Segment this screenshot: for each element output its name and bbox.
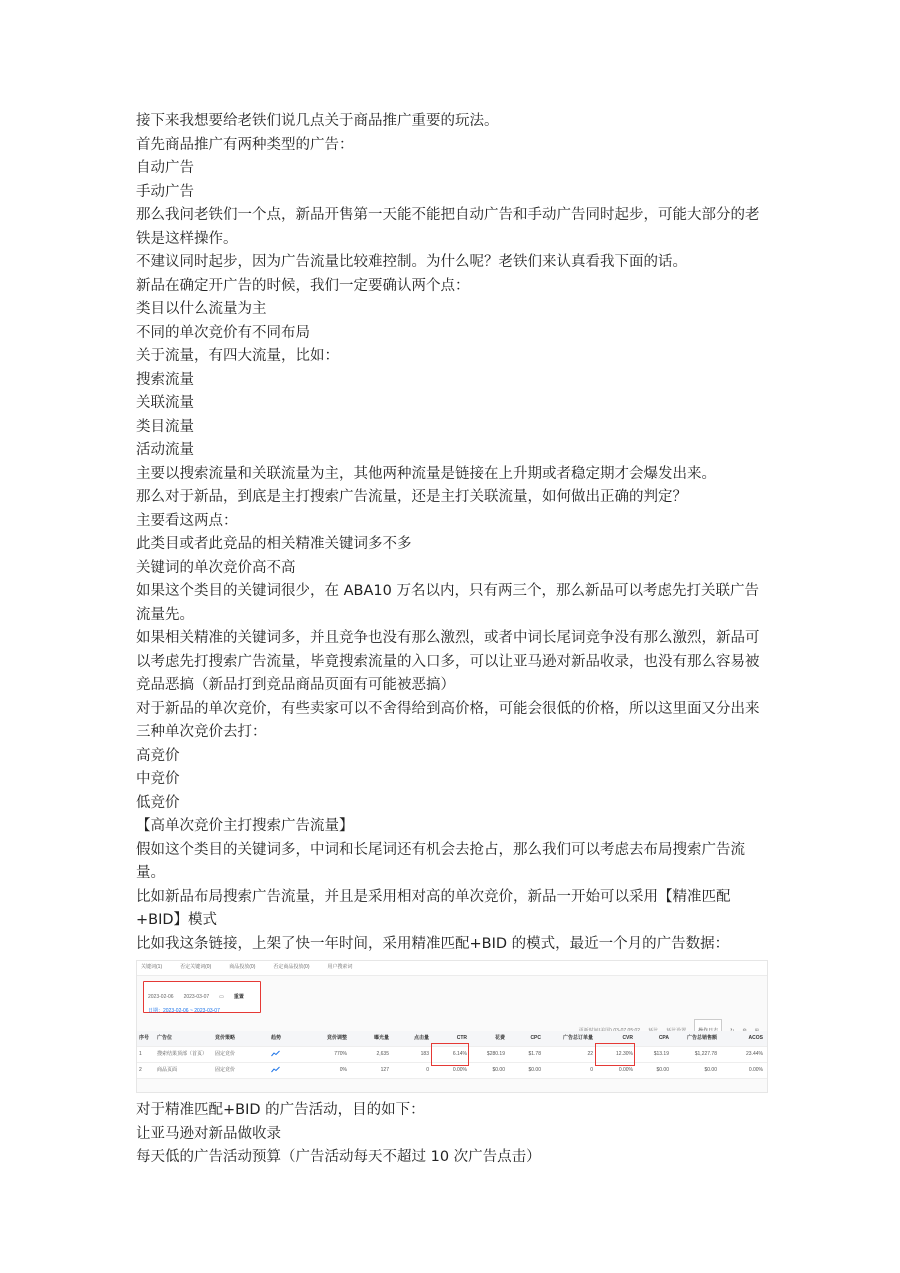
column-header: 广告位 xyxy=(157,1034,173,1041)
paragraph: 不同的单次竞价有不同布局 xyxy=(136,324,310,341)
tab-negative-keywords: 否定关键词(0) xyxy=(180,964,212,971)
date-range-label: 日期：2023-02-06 ~ 2023-03-07 xyxy=(148,1008,220,1014)
table-cell: $0.00 xyxy=(528,1066,541,1073)
table-cell: $1,227.78 xyxy=(694,1050,717,1057)
tab-negative-product-targeting: 否定商品投放(0) xyxy=(273,964,310,971)
column-header: 曝光量 xyxy=(373,1034,389,1041)
column-header: 花费 xyxy=(494,1034,505,1041)
table-cell: 0 xyxy=(426,1066,429,1073)
trend-icon xyxy=(269,1059,309,1083)
table-cell: 0.00% xyxy=(748,1066,763,1073)
paragraph: 对于精准匹配+BID 的广告活动，目的如下： xyxy=(136,1102,425,1118)
column-header: 广告总订单量 xyxy=(562,1034,593,1041)
column-header: 趋势 xyxy=(271,1034,282,1041)
tab-product-targeting: 商品投放(0) xyxy=(229,964,256,971)
document-body xyxy=(136,110,768,1170)
paragraph: 首先商品推广有两种类型的广告： xyxy=(136,136,354,153)
column-header: 竞价策略 xyxy=(215,1034,236,1041)
paragraph: 关键词的单次竞价高不高 xyxy=(136,559,296,576)
table-cell: $280.19 xyxy=(486,1050,505,1057)
reset-button: 重置 xyxy=(233,994,244,1000)
calendar-icon: ▭ xyxy=(219,994,224,1000)
column-header: CVR xyxy=(622,1034,633,1041)
paragraph: 比如新品布局搜索广告流量，并且是采用相对高的单次竞价，新品一开始可以采用【精准匹配+BID】模式 xyxy=(136,888,731,928)
paragraph: 主要看这两点： xyxy=(136,512,238,529)
paragraph: 那么我问老铁们一个点，新品开售第一天能不能把自动广告和手动广告同时起步，可能大部分的老铁是这样操作。 xyxy=(136,207,760,247)
paragraph: 低竞价 xyxy=(136,794,180,811)
table-cell: $1.78 xyxy=(528,1050,541,1057)
date-filter-row xyxy=(141,977,763,1015)
table-cell: $0.00 xyxy=(704,1066,717,1073)
paragraph: 类目以什么流量为主 xyxy=(136,301,267,317)
column-header: 点击量 xyxy=(413,1034,429,1041)
paragraph: 自动广告 xyxy=(136,160,194,176)
column-header: 广告总销售额 xyxy=(686,1034,717,1041)
table-cell: 0 xyxy=(590,1066,593,1073)
column-header: 序号 xyxy=(139,1034,150,1041)
paragraph: 接下来我想要给老铁们说几点关于商品推广重要的玩法。 xyxy=(136,113,499,129)
paragraph: 假如这个类目的关键词多，中词和长尾词还有机会去抢占，那么我们可以考虑去布局搜索广告流量。 xyxy=(136,841,745,881)
table-cell: $0.00 xyxy=(492,1066,505,1073)
table-cell: 127 xyxy=(380,1066,389,1073)
date-filter-highlight xyxy=(143,981,261,1013)
table-cell: 183 xyxy=(420,1050,429,1057)
table-cell: 2 xyxy=(139,1066,142,1073)
column-header: CPC xyxy=(530,1034,541,1041)
paragraph: 类目流量 xyxy=(136,418,194,435)
paragraph: 高竞价 xyxy=(136,747,180,764)
column-header: 竞价调整 xyxy=(326,1034,347,1041)
table-cell: 0.00% xyxy=(452,1066,467,1073)
paragraph: 每天低的广告活动预算（广告活动每天不超过 10 次广告点击） xyxy=(136,1149,541,1165)
table-cell: 23.44% xyxy=(746,1050,763,1057)
date-start: 2023-02-06 xyxy=(148,994,174,1000)
column-header: ACOS xyxy=(748,1034,763,1041)
table-cell: 搜索结果顶部（首页） xyxy=(157,1050,208,1057)
date-end: 2023-03-07 xyxy=(183,994,210,1000)
table-cell: 0% xyxy=(339,1066,347,1073)
table-cell: 0.00% xyxy=(618,1066,633,1073)
ad-placement-table xyxy=(137,1031,767,1079)
table-cell: 1 xyxy=(139,1050,142,1057)
table-cell: 6.14% xyxy=(431,1043,469,1067)
paragraph: 新品在确定开广告的时候，我们一定要确认两个点： xyxy=(136,277,470,294)
paragraph: 比如我这条链接，上架了快一年时间，采用精准匹配+BID 的模式，最近一个月的广告数据： xyxy=(136,935,730,952)
paragraph: 不建议同时起步，因为广告流量比较难控制。为什么呢？老铁们来认真看我下面的话。 xyxy=(136,254,687,270)
report-tabs xyxy=(137,961,767,976)
paragraph: 关于流量，有四大流量，比如： xyxy=(136,348,339,364)
table-cell: $0.00 xyxy=(656,1066,669,1073)
paragraph: 关联流量 xyxy=(136,395,194,411)
paragraphs-before xyxy=(136,110,768,956)
paragraph: 如果相关精准的关键词多，并且竞争也没有那么激烈，或者中词长尾词竞争没有那么激烈，新品可以考虑先打搜索广告流量，毕竟搜索流量的入口多，可以让亚马逊对新品收录，也没有那么容易被竞品恶搞（新品打到竞品商品页面有可能被恶搞） xyxy=(136,630,760,693)
paragraph: 那么对于新品，到底是主打搜索广告流量，还是主打关联流量，如何做出正确的判定？ xyxy=(136,489,687,505)
table-cell: 商品页面 xyxy=(157,1066,178,1073)
paragraph: 让亚马逊对新品做收录 xyxy=(136,1125,281,1142)
paragraph: 手动广告 xyxy=(136,183,194,200)
column-header: CPA xyxy=(658,1034,669,1041)
tab-keywords: 关键词(1) xyxy=(141,964,163,971)
table-cell: 12.30% xyxy=(595,1043,635,1067)
table-cell: 22 xyxy=(587,1050,593,1057)
table-row xyxy=(137,1063,767,1079)
paragraph: 中竞价 xyxy=(136,771,180,787)
paragraph: 如果这个类目的关键词很少，在 ABA10 万名以内，只有两三个，那么新品可以考虑先打关联广告流量先。 xyxy=(136,583,759,623)
paragraph: 此类目或者此竞品的相关精准关键词多不多 xyxy=(136,536,412,552)
table-cell: 固定竞价 xyxy=(215,1066,236,1073)
paragraph: 搜索流量 xyxy=(136,371,194,388)
paragraph: 【高单次竞价主打搜索广告流量】 xyxy=(136,818,354,834)
table-cell: $13.19 xyxy=(653,1050,669,1057)
paragraph: 活动流量 xyxy=(136,442,194,458)
table-cell: 固定竞价 xyxy=(215,1050,236,1057)
paragraphs-after xyxy=(136,1099,768,1170)
embedded-ad-report-screenshot xyxy=(136,960,768,1093)
tab-search-terms: 用户搜索词 xyxy=(327,964,353,971)
table-cell: 2,635 xyxy=(376,1050,389,1057)
paragraph: 对于新品的单次竞价，有些卖家可以不舍得给到高价格，可能会很低的价格，所以这里面又分出来三种单次竞价去打： xyxy=(136,700,760,740)
paragraph: 主要以搜索流量和关联流量为主，其他两种流量是链接在上升期或者稳定期才会爆发出来。 xyxy=(136,465,716,482)
table-cell: 770% xyxy=(334,1050,347,1057)
column-header: CTR xyxy=(456,1034,467,1041)
